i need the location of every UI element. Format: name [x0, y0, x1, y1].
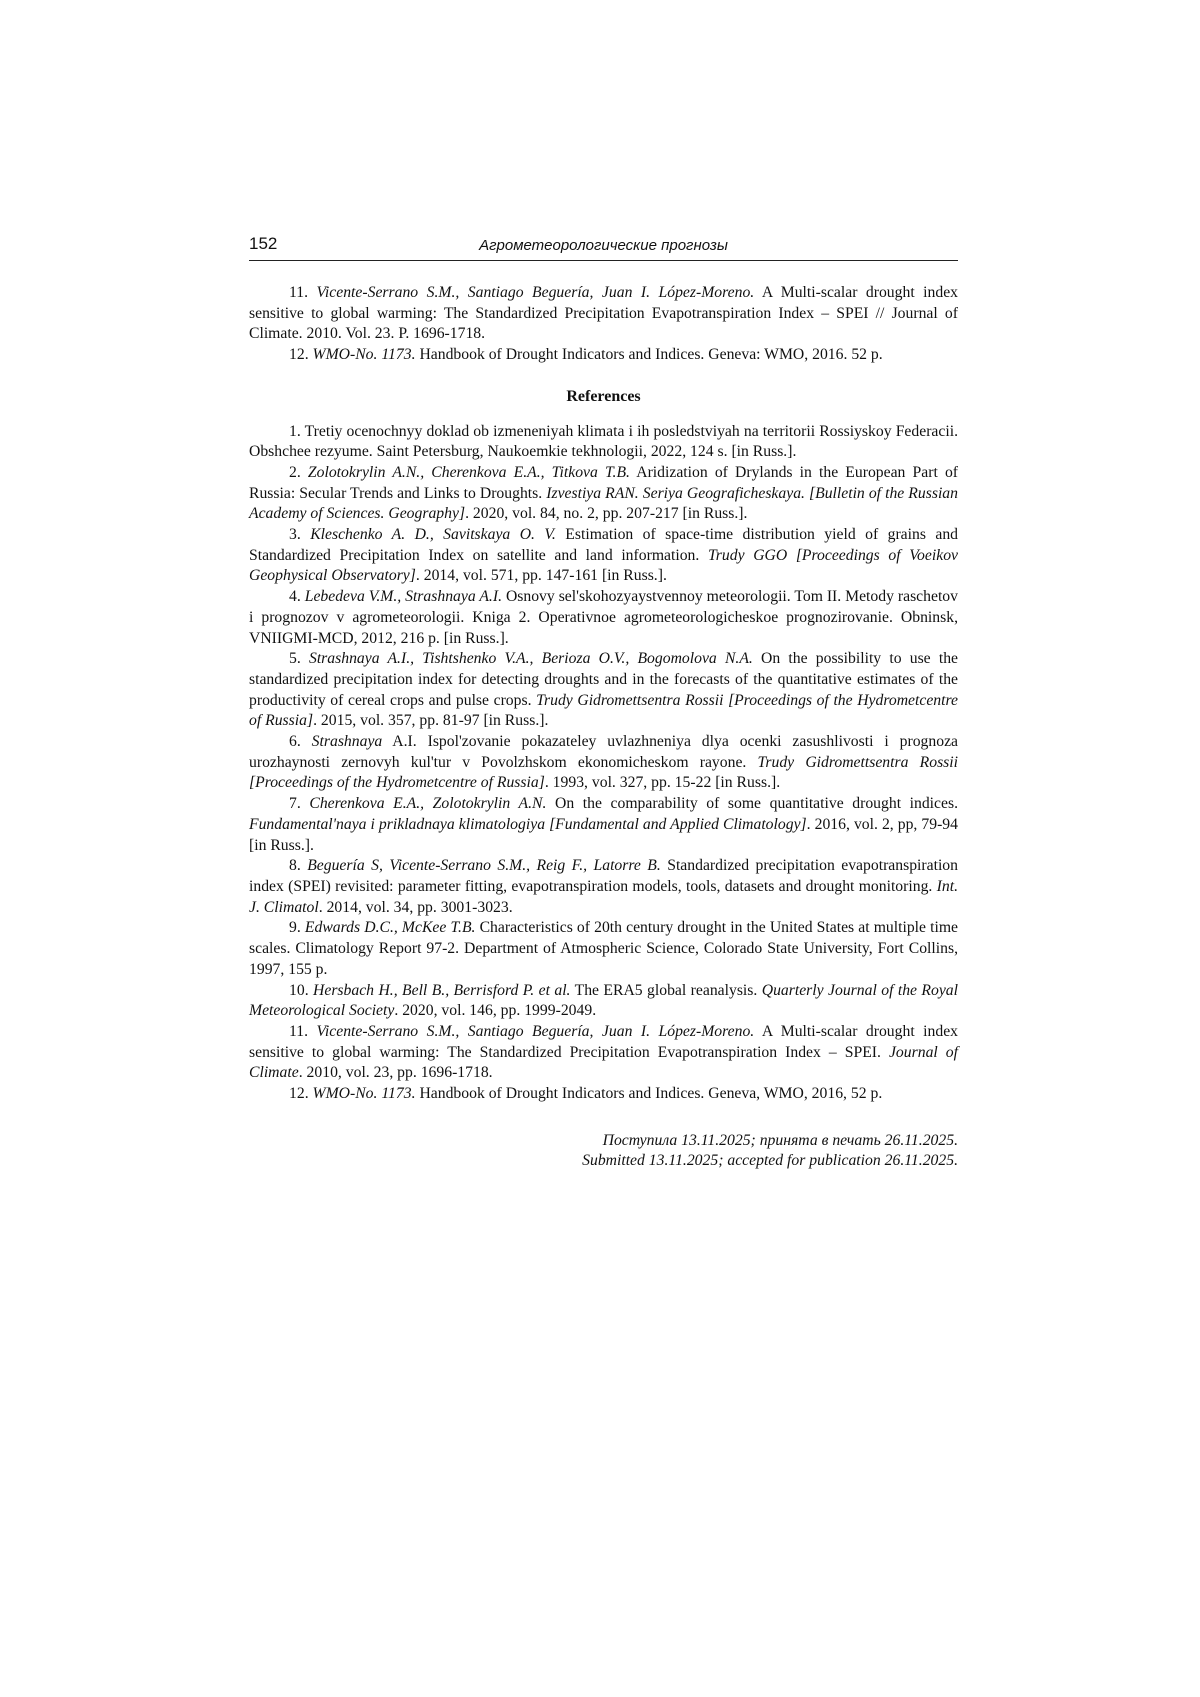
ref-number: 11.	[289, 1022, 309, 1040]
ref-number: 9.	[289, 919, 301, 937]
ref-source: Trudy Gidromettsentra Rossii [Proceedings of the Hydrometcentre of Russia]	[249, 753, 958, 792]
ref-authors: Edwards D.C., McKee T.B.	[304, 919, 476, 937]
ref-text: Handbook of Drought Indicators and Indices. Geneva, WMO, 2016, 52 p.	[415, 1085, 883, 1103]
ref-number: 12.	[289, 1085, 309, 1103]
ref-authors: WMO-No. 1173.	[312, 1085, 416, 1103]
list-item	[249, 525, 958, 587]
ref-source: Trudy GGO [Proceedings of Voeikov Geophysical Observatory]	[249, 546, 958, 585]
ref-details: . 2020, vol. 146, pp. 1999-2049.	[394, 1002, 597, 1020]
ref-number: 4.	[289, 588, 301, 606]
ref-text: Osnovy sel'skohozyaystvennoy meteorologii. Tom II. Metody raschetov i prognozov v agrometeorologii. Kniga 2. Operativnoe agrometeorologicheskoe prognozirovanie. Obninsk, VNIIGMI-MCD, 2012, 216 p. [in Russ.].	[249, 588, 958, 647]
ref-text: A Multi-scalar drought index sensitive to global warming: The Standardized Precipitation Evapotranspiration Index – SPEI.	[249, 1022, 959, 1061]
ref-details: . 2010, vol. 23, pp. 1696-1718.	[298, 1064, 493, 1082]
page-number: 152	[249, 234, 278, 253]
list-item	[249, 1022, 958, 1084]
ref-text: A Multi-scalar drought index sensitive to global warming: The Standardized Precipitation Evapotranspiration Index – SPEI // Journal of Climate. 2010. Vol. 23. P. 1696-1718.	[249, 284, 959, 343]
ref-source: Int. J. Climatol	[249, 877, 958, 916]
running-title: Агрометеорологические прогнозы	[479, 237, 728, 254]
ref-number: 2.	[289, 463, 301, 481]
ref-text: The ERA5 global reanalysis.	[570, 981, 762, 999]
ref-source: Izvestiya RAN. Seriya Geograficheskaya. [Bulletin of the Russian Academy of Sciences. Geography]	[249, 484, 958, 523]
ref-source: Journal of Climate	[249, 1043, 958, 1082]
ref-authors: WMO-No. 1173.	[312, 346, 416, 364]
reference-list	[249, 422, 958, 1105]
list-item	[249, 345, 958, 366]
ref-authors: Vicente-Serrano S.M., Santiago Beguería, Juan I. López-Moreno.	[316, 1022, 755, 1040]
ref-number: 1.	[289, 422, 301, 440]
ref-number: 10.	[289, 981, 309, 999]
ref-authors: Lebedeva V.M., Strashnaya A.I.	[304, 588, 502, 606]
page-header	[249, 230, 958, 261]
ref-number: 7.	[289, 795, 301, 813]
ref-text: A.I. Ispol'zovanie pokazateley uvlazhneniya dlya ocenki zasushlivosti i prognoza urozhaynosti zernovyh kul'tur v Povolzhskom ekonomicheskom rayone.	[249, 733, 958, 771]
ref-details: . 2014, vol. 34, pp. 3001-3023.	[318, 898, 513, 916]
ref-source: Quarterly Journal of the Royal Meteorological Society	[249, 981, 959, 1020]
list-item	[249, 794, 958, 856]
ref-authors: Zolotokrylin A.N., Cherenkova E.A., Titkova T.B.	[307, 463, 630, 481]
ref-number: 6.	[289, 733, 301, 751]
received-date-ru: Поступила 13.11.2025; принята в печать 26.11.2025.	[602, 1131, 958, 1149]
ref-authors: Vicente-Serrano S.M., Santiago Beguería, Juan I. López-Moreno.	[316, 284, 755, 301]
received-date-en: Submitted 13.11.2025; accepted for publication 26.11.2025.	[582, 1152, 958, 1170]
ref-details: . 2020, vol. 84, no. 2, pp. 207-217 [in Russ.].	[465, 505, 748, 523]
ref-number: 8.	[289, 857, 301, 875]
ref-details: . 2016, vol. 2, pp, 79-94 [in Russ.].	[249, 815, 958, 854]
top-reference-list	[249, 283, 958, 366]
ref-authors: Strashnaya A.I., Tishtshenko V.A., Berioza O.V., Bogomolova N.A.	[308, 650, 753, 668]
ref-details: . 1993, vol. 327, pp. 15-22 [in Russ.].	[544, 774, 781, 792]
list-item	[249, 422, 958, 463]
list-item	[249, 981, 958, 1022]
ref-source: Fundamental'naya i prikladnaya klimatologiya [Fundamental and Applied Climatology]	[249, 815, 807, 833]
ref-text: Tretiy ocenochnyy doklad ob izmeneniyah klimata i ih posledstviyah na territorii Rossiyskoy Federacii. Obshchee rezyume. Saint Petersburg, Naukoemkie tekhnologii, 2022, 124 s. [in Russ.].	[249, 422, 958, 461]
ref-details: . 2014, vol. 571, pp. 147-161 [in Russ.].	[415, 567, 667, 585]
list-item	[249, 587, 958, 649]
ref-text: Estimation of space-time distribution yield of grains and Standardized Precipitation Index on satellite and land information.	[249, 526, 959, 564]
references-heading: References	[566, 387, 641, 405]
ref-text: Standardized precipitation evapotranspiration index (SPEI) revisited: parameter fitting, evapotranspiration models, tools, datasets and drought monitoring.	[249, 857, 958, 895]
ref-text: Characteristics of 20th century drought in the United States at multiple time scales. Climatology Report 97-2. Department of Atmospheric Science, Colorado State University, Fort Collins, 1997, 155 p.	[249, 919, 959, 978]
page-body	[249, 283, 958, 1172]
ref-authors: Cherenkova E.A., Zolotokrylin A.N.	[309, 795, 547, 813]
ref-authors: Hersbach H., Bell B., Berrisford P. et al.	[313, 981, 571, 999]
ref-authors: Beguería S, Vicente-Serrano S.M., Reig F., Latorre B.	[307, 857, 661, 875]
ref-text: On the comparability of some quantitative drought indices.	[546, 795, 958, 813]
list-item	[249, 649, 958, 732]
ref-number: 5.	[289, 650, 301, 668]
ref-source: Trudy Gidromettsentra Rossii [Proceedings of the Hydrometcentre of Russia]	[249, 691, 958, 730]
ref-text: Handbook of Drought Indicators and Indices. Geneva: WMO, 2016. 52 p.	[415, 346, 883, 364]
ref-authors: Kleschenko A. D., Savitskaya O. V.	[310, 526, 556, 544]
list-item	[249, 283, 958, 345]
list-item	[249, 856, 958, 918]
ref-authors: Strashnaya	[311, 733, 383, 751]
list-item	[249, 463, 958, 525]
ref-text: Aridization of Drylands in the European Part of Russia: Secular Trends and Links to Droughts.	[249, 463, 959, 502]
submission-dates	[249, 1131, 958, 1172]
ref-number: 3.	[289, 526, 301, 544]
ref-details: . 2015, vol. 357, pp. 81-97 [in Russ.].	[313, 712, 549, 730]
ref-number: 12.	[289, 346, 309, 364]
list-item	[249, 1084, 958, 1105]
ref-text: On the possibility to use the standardized precipitation index for detecting droughts and in the forecasts of the quantitative estimates of the productivity of cereal crops and pulse crops.	[249, 650, 959, 709]
list-item	[249, 732, 958, 794]
ref-number: 11.	[289, 284, 309, 301]
list-item	[249, 918, 958, 980]
